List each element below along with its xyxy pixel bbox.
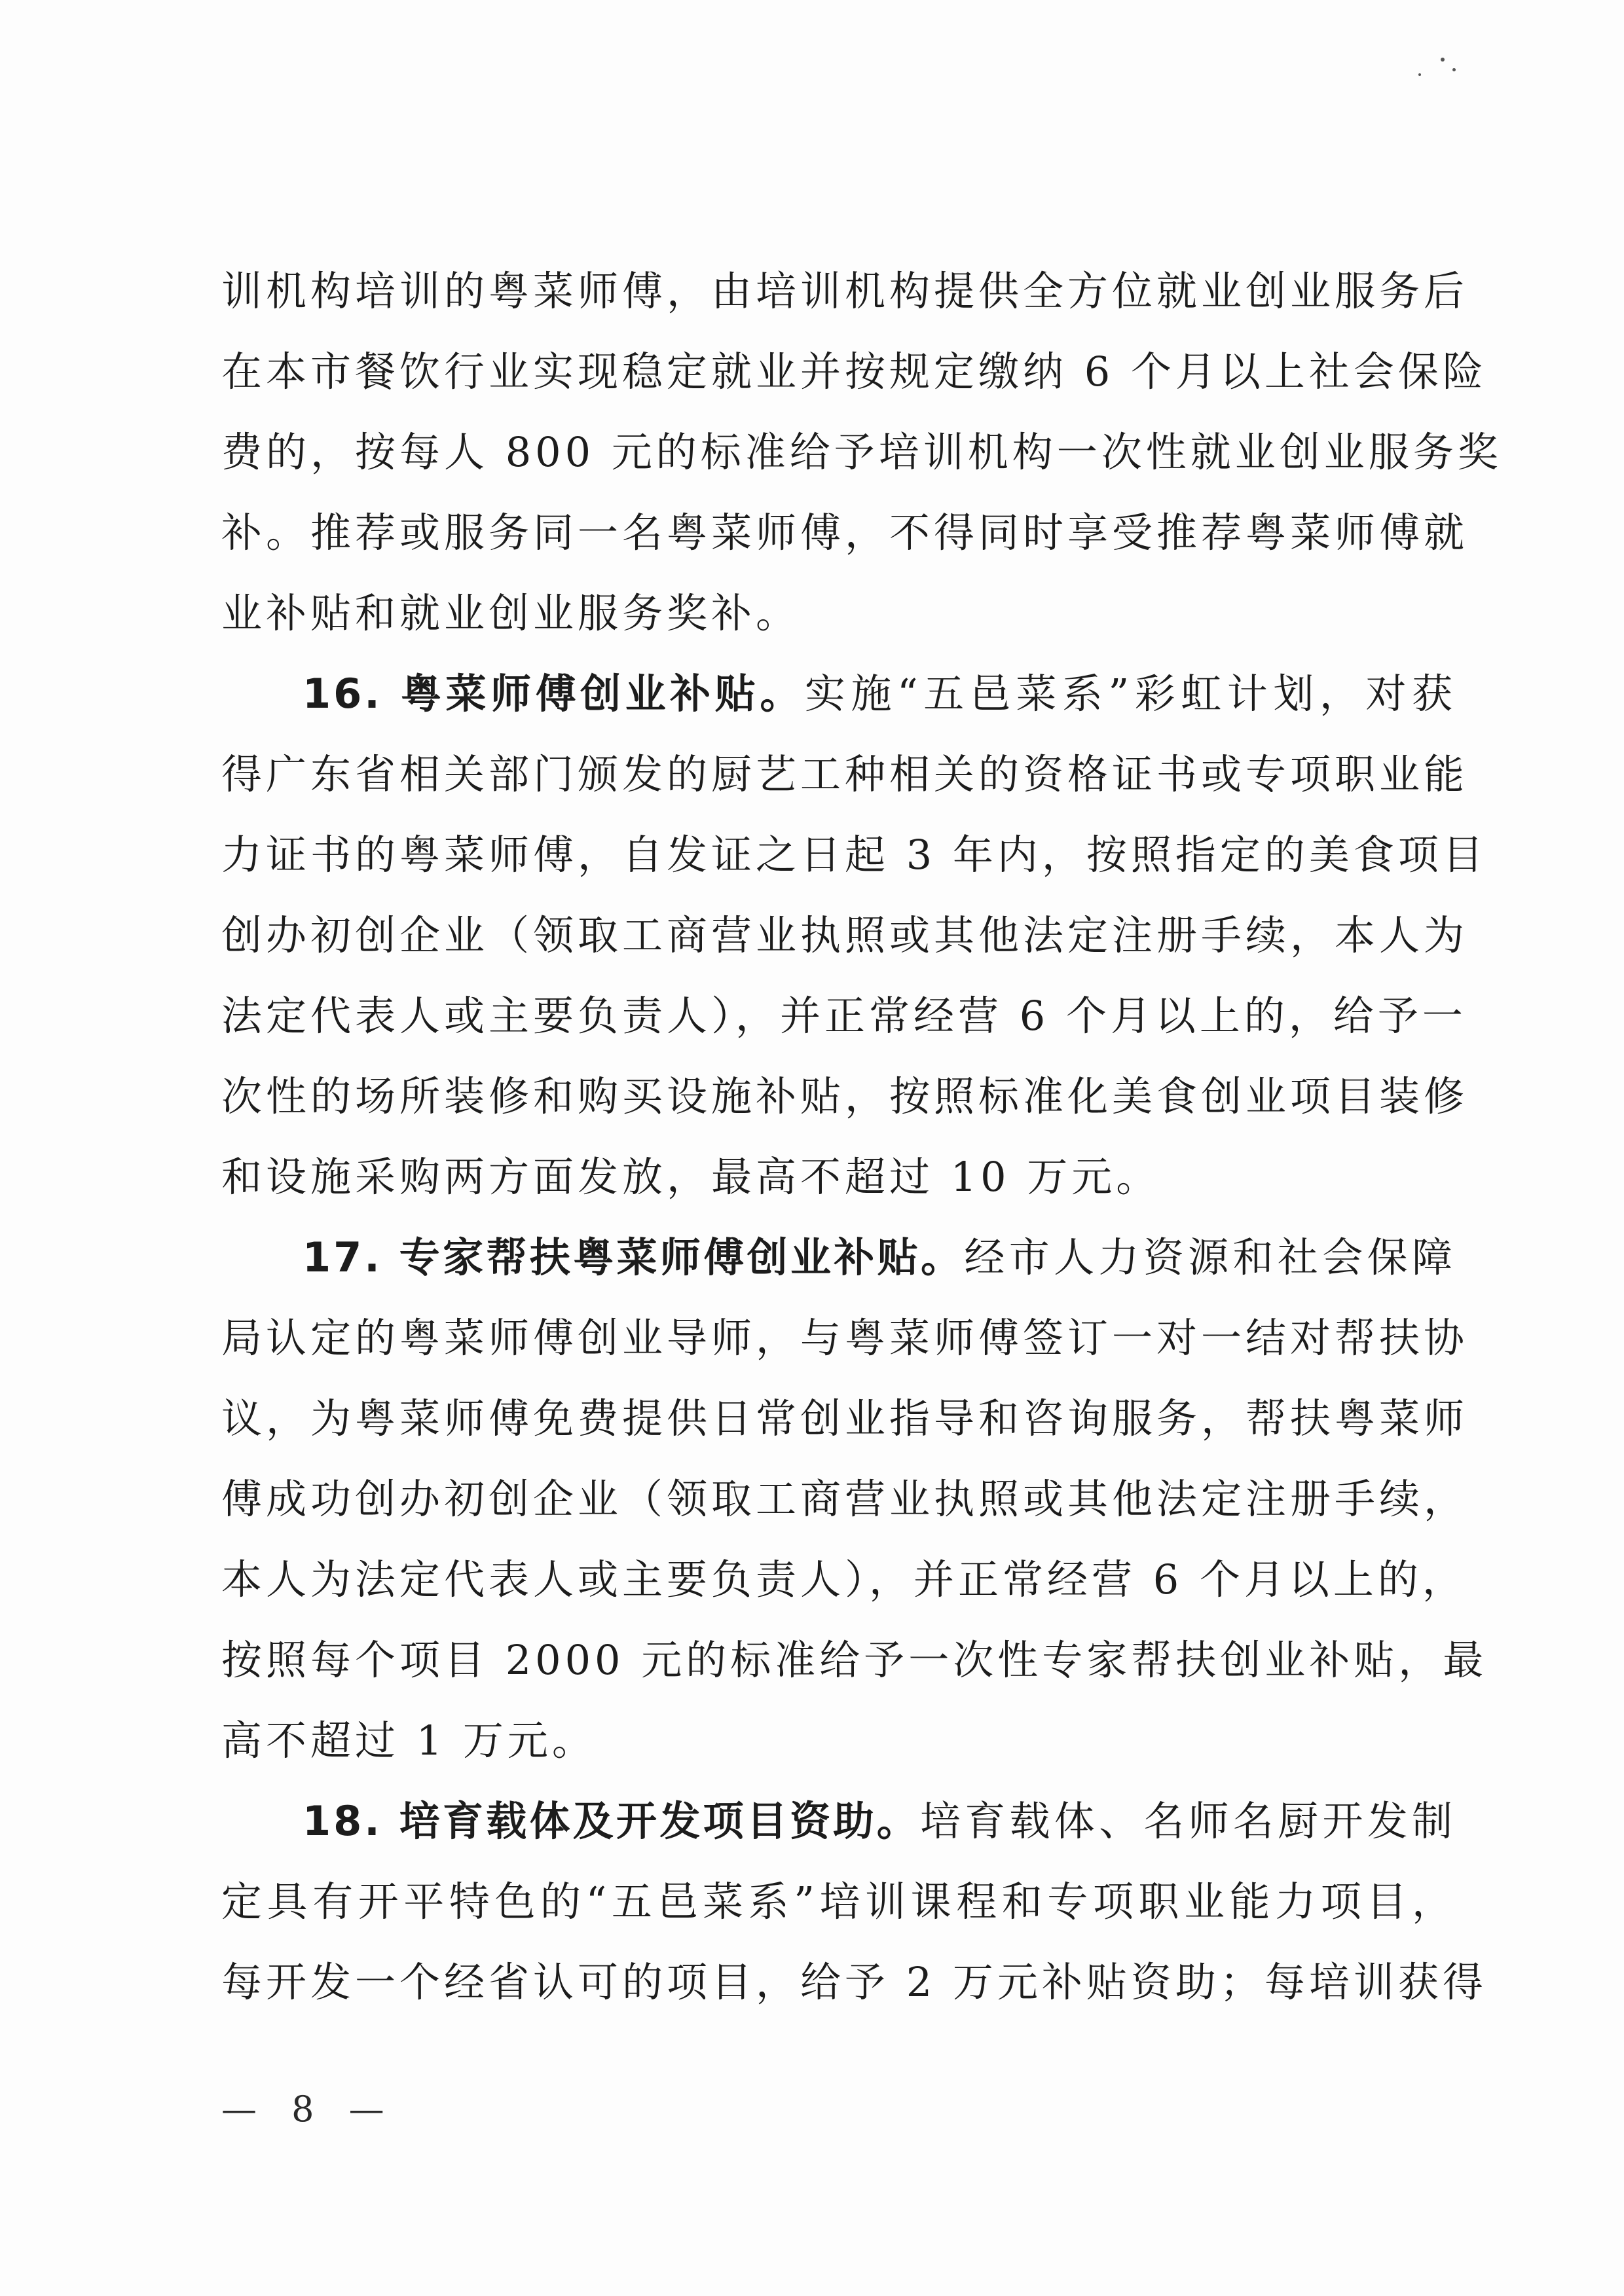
text-line: 得广东省相关部门颁发的厨艺工种相关的资格证书或专项职业能	[221, 750, 1469, 798]
text-fragment: 培育载体、名师名厨开发制	[919, 1797, 1456, 1845]
document-body	[221, 251, 1502, 2022]
text-line: 定具有开平特色的“五邑菜系”培训课程和专项职业能力项目，	[221, 1878, 1456, 1925]
text-line: 议，为粤菜师傅免费提供日常创业指导和咨询服务，帮扶粤菜师	[221, 1394, 1469, 1442]
section-heading: 16. 粤菜师傅创业补贴。	[303, 670, 805, 718]
text-line: 在本市餐饮行业实现稳定就业并按规定缴纳 6 个月以上社会保险	[221, 348, 1487, 395]
text-line	[221, 1781, 1456, 1861]
text-line	[221, 1217, 1456, 1298]
section-heading: 18. 培育载体及开发项目资助。	[303, 1797, 920, 1845]
text-fragment: 实施“五邑菜系”彩虹计划，对获	[804, 670, 1456, 718]
text-line: 次性的场所装修和购买设施补贴，按照标准化美食创业项目装修	[221, 1072, 1469, 1120]
text-fragment: 经市人力资源和社会保障	[964, 1233, 1456, 1281]
text-line: 傅成功创办初创企业（领取工商营业执照或其他法定注册手续，	[221, 1475, 1469, 1523]
text-line	[221, 653, 1456, 734]
paragraph	[221, 251, 1502, 653]
page-number: — 8 —	[221, 2088, 396, 2130]
text-line: 和设施采购两方面发放，最高不超过 10 万元。	[221, 1153, 1161, 1201]
text-line: 业补贴和就业创业服务奖补。	[221, 589, 801, 637]
text-line: 训机构培训的粤菜师傅，由培训机构提供全方位就业创业服务后	[221, 267, 1469, 315]
text-line: 每开发一个经省认可的项目，给予 2 万元补贴资助；每培训获得	[221, 1958, 1487, 2006]
text-line: 创办初创企业（领取工商营业执照或其他法定注册手续，本人为	[221, 911, 1469, 959]
paragraph	[221, 1217, 1488, 1781]
text-line: 费的，按每人 800 元的标准给予培训机构一次性就业创业服务奖	[221, 428, 1502, 476]
text-line: 按照每个项目 2000 元的标准给予一次性专家帮扶创业补贴，最	[221, 1636, 1488, 1684]
text-line: 局认定的粤菜师傅创业导师，与粤菜师傅签订一对一结对帮扶协	[221, 1314, 1469, 1362]
text-line: 补。推荐或服务同一名粤菜师傅，不得同时享受推荐粤菜师傅就	[221, 509, 1469, 556]
text-line: 高不超过 1 万元。	[221, 1717, 597, 1764]
scan-speck	[1441, 58, 1445, 62]
text-line: 法定代表人或主要负责人），并正常经营 6 个月以上的，给予一	[221, 992, 1467, 1040]
paragraph	[221, 653, 1487, 1217]
text-line: 本人为法定代表人或主要负责人），并正常经营 6 个月以上的，	[221, 1556, 1467, 1603]
scan-speck	[1418, 73, 1421, 76]
paragraph	[221, 1781, 1487, 2022]
section-heading: 17. 专家帮扶粤菜师傅创业补贴。	[303, 1233, 965, 1281]
text-line: 力证书的粤菜师傅，自发证之日起 3 年内，按照指定的美食项目	[221, 831, 1487, 879]
scan-speck	[1452, 68, 1456, 71]
